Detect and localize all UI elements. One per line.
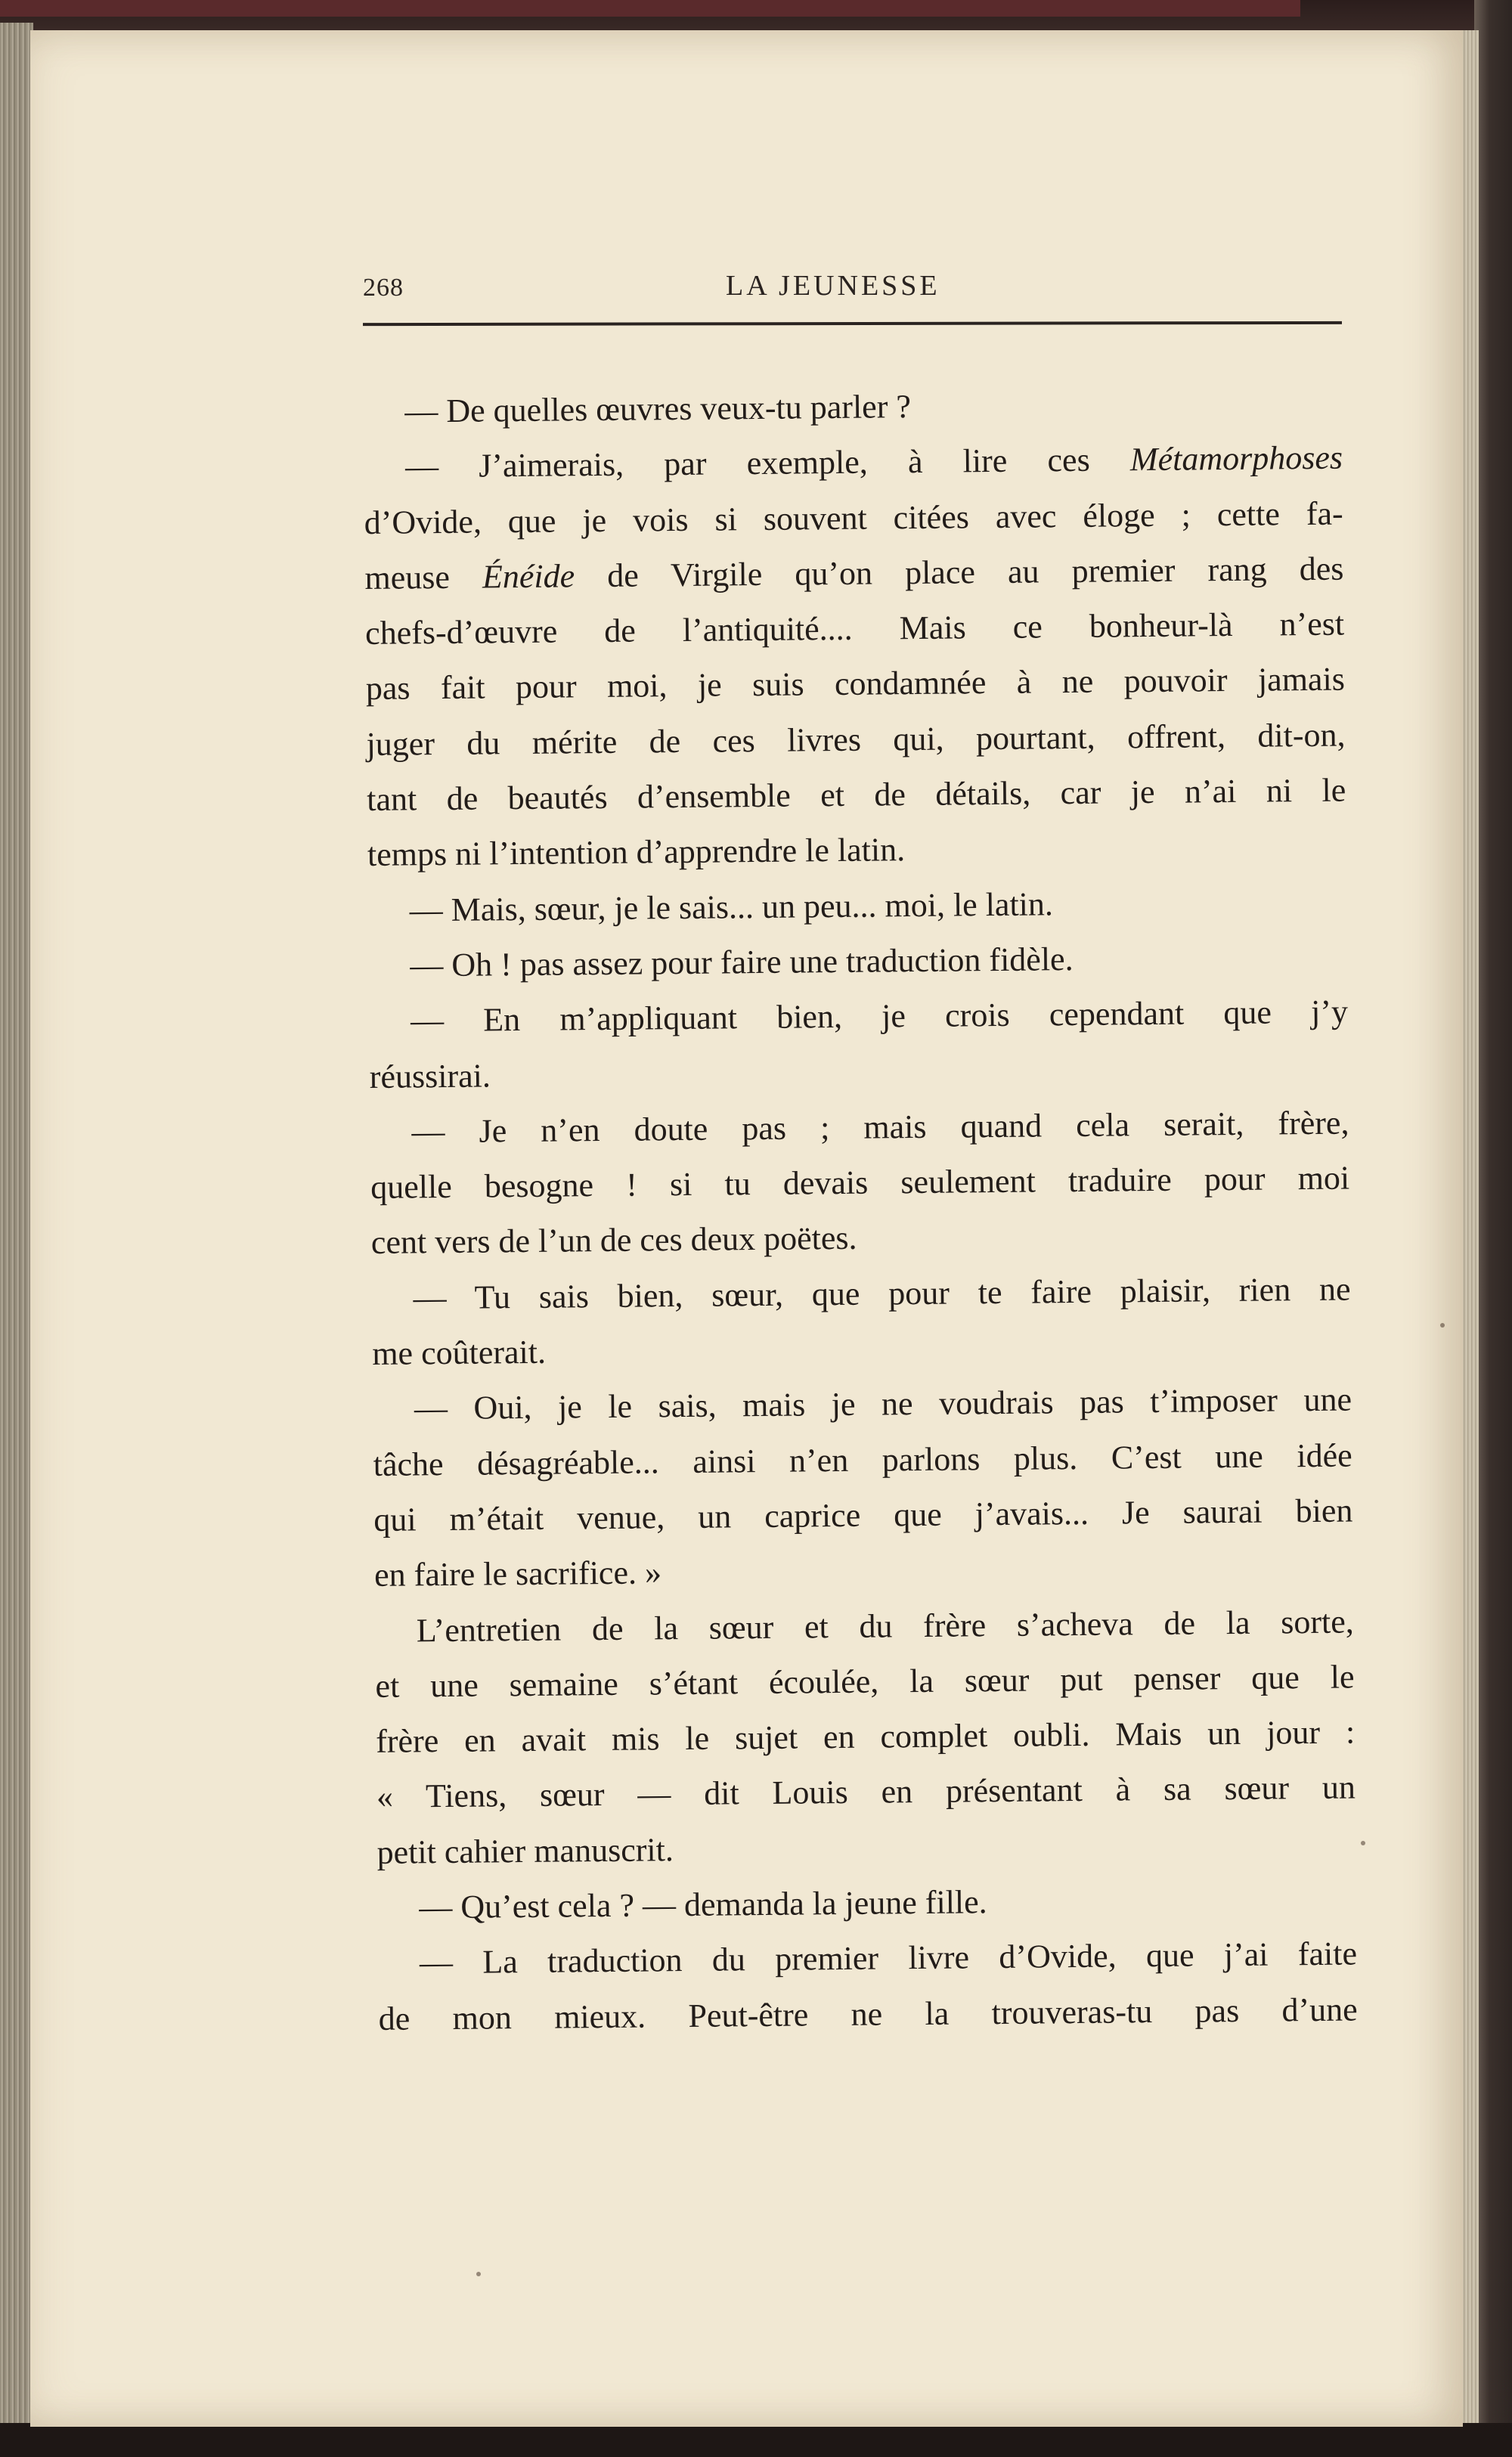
text-line: cent vers de l’un de ces deux poëtes. [370,1219,857,1262]
text-line: quelle besogne ! si tu devais seulement traduire pour moi [370,1159,1350,1207]
text-line: L’entretien de la sœur et du frère s’acheva de la sorte, [416,1603,1355,1649]
right-page-stack-edge [1461,30,1479,2431]
text-line: temps ni l’intention d’apprendre le latin. [367,831,906,874]
text-line: d’Ovide, que je vois si souvent citées avec éloge ; cette fa- [364,494,1343,541]
red-cover-cloth [0,0,1300,17]
text-line: — Mais, sœur, je le sais... un peu... moi, le latin. [409,885,1054,929]
text-line: et une semaine s’étant écoulée, la sœur put penser que le [375,1658,1355,1705]
text-line: petit cahier manuscrit. [376,1830,674,1871]
paper-speck [1361,1841,1365,1845]
left-page-stack-edge [0,23,33,2431]
page-number: 268 [363,274,404,302]
text-line: chefs-d’œuvre de l’antiquité.... Mais ce bonheur-là n’est [364,605,1345,652]
text-line: — Tu sais bien, sœur, que pour te faire plaisir, rien ne [413,1270,1351,1317]
paper-speck [476,2272,481,2276]
paper-speck [1440,1323,1445,1328]
text-line: tant de beautés d’ensemble et de détails, car je n’ai ni le [367,771,1346,819]
text-line: — J’aimerais, par exemple, à lire ces Métamorphoses [404,438,1343,485]
text-line: réussirai. [369,1056,491,1095]
text-line: — Oh ! pas assez pour faire une traduction fidèle. [410,940,1074,984]
body-text [363,375,1358,2046]
text-line: pas fait pour moi, je suis condamnée à ne pouvoir jamais [365,661,1346,708]
text-line: en faire le sacrifice. » [373,1554,662,1594]
italic-title: Métamorphoses [1129,438,1343,479]
italic-title: Énéide [482,557,575,596]
text-line: qui m’était venue, un caprice que j’avais... Je saurai bien [373,1492,1353,1538]
text-line: — Qu’est cela ? — demanda la jeune fille. [419,1883,987,1926]
header-rule [363,321,1342,326]
book-page [30,30,1463,2427]
text-line: — La traduction du premier livre d’Ovide, que j’ai faite [419,1935,1358,1981]
right-cover-edge [1474,0,1512,2457]
text-line: — Je n’en doute pas ; mais quand cela serait, frère, [411,1104,1349,1151]
text-line: frère en avait mis le sujet en complet oubli. Mais un jour : [376,1713,1356,1761]
text-line: tâche désagréable... ainsi n’en parlons plus. C’est une idée [373,1436,1352,1483]
text-line: juger du mérite de ces livres qui, pourtant, offrent, dit-on, [366,716,1346,763]
text-line: me coûterait. [372,1333,547,1372]
text-line: — En m’appliquant bien, je crois cependant que j’y [410,993,1349,1040]
bottom-edge [0,2423,1512,2457]
running-title: LA JEUNESSE [726,270,940,302]
text-line: — De quelles œuvres veux-tu parler ? [404,388,912,430]
text-line: — Oui, je le sais, mais je ne voudrais pas t’imposer une [414,1380,1352,1427]
text-line: « Tiens, sœur — dit Louis en présentant à sa sœur un [376,1768,1356,1816]
text-line: meuse Énéide de Virgile qu’on place au premier rang des [364,550,1344,596]
text-line: de mon mieux. Peut-être ne la trouveras-tu pas d’une [378,1991,1358,2037]
